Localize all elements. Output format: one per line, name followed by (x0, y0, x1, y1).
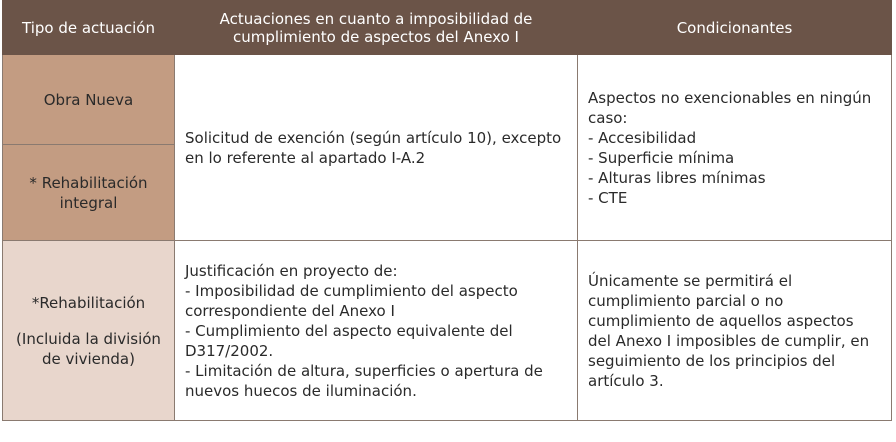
rehab-condicionantes-cell: Únicamente se permitirá el cumplimiento parcial o no cumplimiento de aquellos aspectos del Anexo I imposibles de cumplir, en seguimiento de los principios del artículo 3. (578, 241, 892, 421)
table-row (3, 241, 892, 421)
rehab-sublabel: (Incluida la división de vivienda) (16, 329, 161, 368)
header-condicionantes: Condicionantes (578, 1, 892, 55)
shared-condicionantes-cell (578, 55, 892, 241)
type-rehabilitacion (3, 241, 175, 421)
rehab-actuacion-cell (175, 241, 578, 421)
condicionantes-intro: Aspectos no exencionables en ningún caso: (588, 88, 872, 127)
list-item: - Alturas libres mínimas (588, 168, 766, 187)
list-item: - Cumplimiento del aspecto equivalente del D317/2002. (185, 321, 513, 360)
header-tipo: Tipo de actuación (3, 1, 175, 55)
type-rehab-integral: * Rehabilitación integral (3, 145, 175, 241)
list-item: - Accesibilidad (588, 128, 697, 147)
header-row (3, 1, 892, 55)
actuacion-intro: Justificación en proyecto de: (185, 261, 398, 280)
list-item: - Superficie mínima (588, 148, 735, 167)
shared-actuacion-cell: Solicitud de exención (según artículo 10), excepto en lo referente al apartado I-A.2 (175, 55, 578, 241)
list-item: - CTE (588, 188, 628, 207)
table-row (3, 55, 892, 145)
actuaciones-table (2, 0, 892, 421)
list-item: - Limitación de altura, superficies o apertura de nuevos huecos de iluminación. (185, 361, 543, 400)
type-obra-nueva: Obra Nueva (3, 55, 175, 145)
list-item: - Imposibilidad de cumplimiento del aspecto correspondiente del Anexo I (185, 281, 518, 320)
header-actuaciones: Actuaciones en cuanto a imposibilidad de cumplimiento de aspectos del Anexo I (175, 1, 578, 55)
rehab-label: *Rehabilitación (31, 293, 146, 312)
